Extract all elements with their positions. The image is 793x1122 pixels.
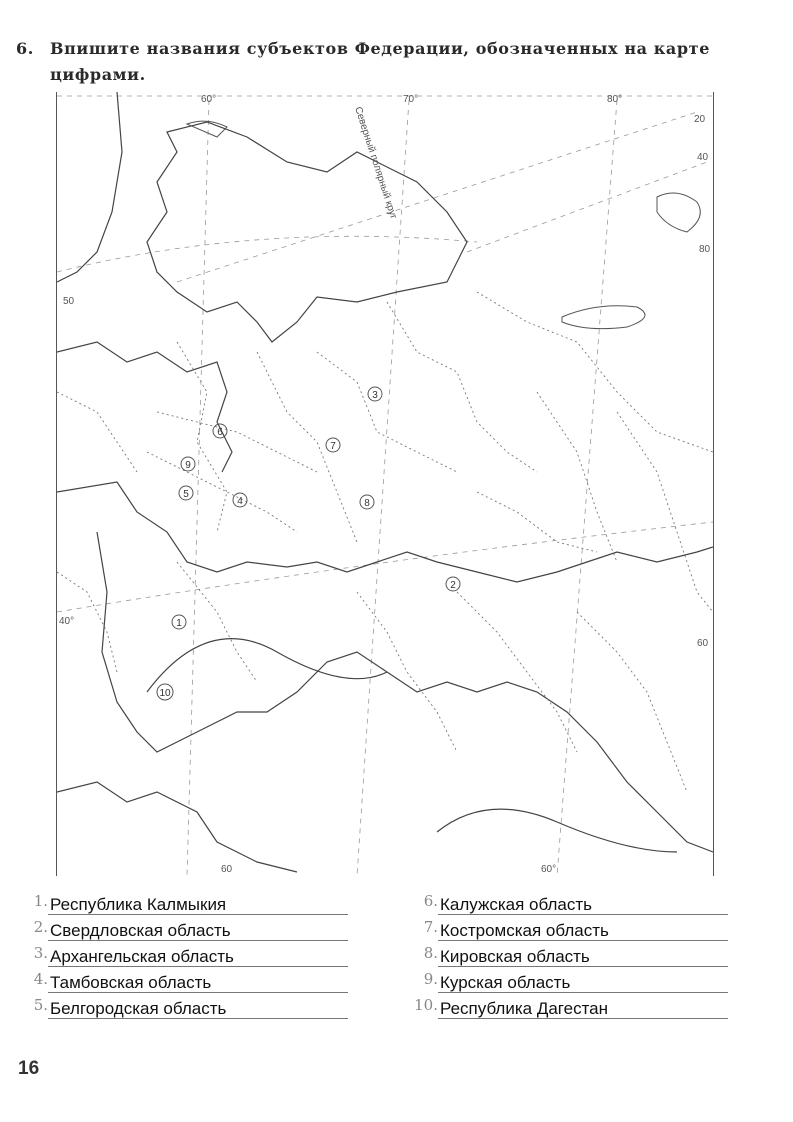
answer-number: 7. bbox=[423, 918, 438, 936]
svg-text:7: 7 bbox=[330, 441, 336, 452]
answer-text: Свердловская область bbox=[50, 921, 231, 940]
answer-number: 3. bbox=[33, 944, 48, 962]
degree-label: 50 bbox=[63, 296, 75, 307]
region-marker-8 bbox=[360, 495, 374, 509]
page-number: 16 bbox=[18, 1058, 40, 1079]
degree-label: 60 bbox=[221, 864, 233, 875]
task-instruction: Впишите названия субъектов Федерации, обозначенных на карте bbox=[50, 39, 710, 58]
answer-underline bbox=[48, 1018, 348, 1019]
map-drawing bbox=[57, 92, 713, 876]
task-header bbox=[16, 36, 776, 88]
degree-label: 80° bbox=[607, 94, 623, 105]
answer-text: Республика Дагестан bbox=[440, 999, 609, 1018]
answer-text: Костромская область bbox=[440, 921, 609, 940]
answer-underline bbox=[438, 992, 728, 993]
svg-text:2: 2 bbox=[450, 580, 456, 591]
answer-text: Республика Калмыкия bbox=[50, 895, 227, 914]
region-marker-9 bbox=[181, 457, 195, 471]
answer-underline bbox=[438, 966, 728, 967]
svg-text:10: 10 bbox=[159, 688, 171, 699]
region-marker-4 bbox=[233, 493, 247, 507]
svg-text:3: 3 bbox=[372, 390, 378, 401]
answer-number: 2. bbox=[33, 918, 48, 936]
degree-label: 60 bbox=[697, 638, 709, 649]
region-marker-10 bbox=[157, 684, 173, 700]
region-marker-5 bbox=[179, 486, 193, 500]
svg-text:9: 9 bbox=[185, 460, 191, 471]
task-number: 6. bbox=[16, 39, 34, 58]
degree-label: 20 bbox=[694, 114, 706, 125]
answer-underline bbox=[48, 966, 348, 967]
region-marker-3 bbox=[368, 387, 382, 401]
answer-underline bbox=[438, 940, 728, 941]
answer-text: Кировская область bbox=[440, 947, 590, 966]
answer-text: Архангельская область bbox=[50, 947, 234, 966]
answer-underline bbox=[438, 914, 728, 915]
region-marker-1 bbox=[172, 615, 186, 629]
answer-list bbox=[0, 892, 793, 1032]
answer-text: Тамбовская область bbox=[50, 973, 212, 992]
svg-text:1: 1 bbox=[176, 618, 182, 629]
russia-contour-map bbox=[56, 92, 714, 876]
degree-label: 40° bbox=[59, 616, 75, 627]
answer-number: 5. bbox=[33, 996, 48, 1014]
region-marker-7 bbox=[326, 438, 340, 452]
region-markers bbox=[157, 387, 460, 700]
task-instruction-continued: цифрами. bbox=[50, 65, 146, 84]
degree-label: 60° bbox=[201, 94, 217, 105]
islands bbox=[187, 121, 700, 329]
answer-number: 8. bbox=[423, 944, 438, 962]
answer-number: 6. bbox=[423, 892, 438, 910]
answer-text: Курская область bbox=[440, 973, 571, 992]
degree-label: 80 bbox=[699, 244, 711, 255]
degree-label: 60° bbox=[541, 864, 557, 875]
answer-text: Белгородская область bbox=[50, 999, 227, 1018]
answer-text: Калужская область bbox=[440, 895, 592, 914]
answer-underline bbox=[438, 1018, 728, 1019]
svg-text:4: 4 bbox=[237, 496, 243, 507]
region-marker-6 bbox=[213, 424, 227, 438]
degree-labels bbox=[59, 94, 711, 875]
answer-underline bbox=[48, 940, 348, 941]
svg-text:8: 8 bbox=[364, 498, 370, 509]
answer-number: 4. bbox=[33, 970, 48, 988]
svg-text:6: 6 bbox=[217, 427, 223, 438]
region-borders bbox=[57, 292, 713, 792]
region-marker-2 bbox=[446, 577, 460, 591]
answer-number: 10. bbox=[414, 996, 438, 1014]
degree-label: 70° bbox=[403, 94, 419, 105]
degree-label: 40 bbox=[697, 152, 709, 163]
answer-number: 9. bbox=[423, 970, 438, 988]
svg-text:5: 5 bbox=[183, 489, 189, 500]
arctic-circle-label: Северный полярный круг bbox=[352, 105, 399, 221]
answer-underline bbox=[48, 992, 348, 993]
task-line-1 bbox=[16, 36, 776, 62]
answer-number: 1. bbox=[33, 892, 48, 910]
answer-underline bbox=[48, 914, 348, 915]
graticule bbox=[57, 96, 713, 876]
